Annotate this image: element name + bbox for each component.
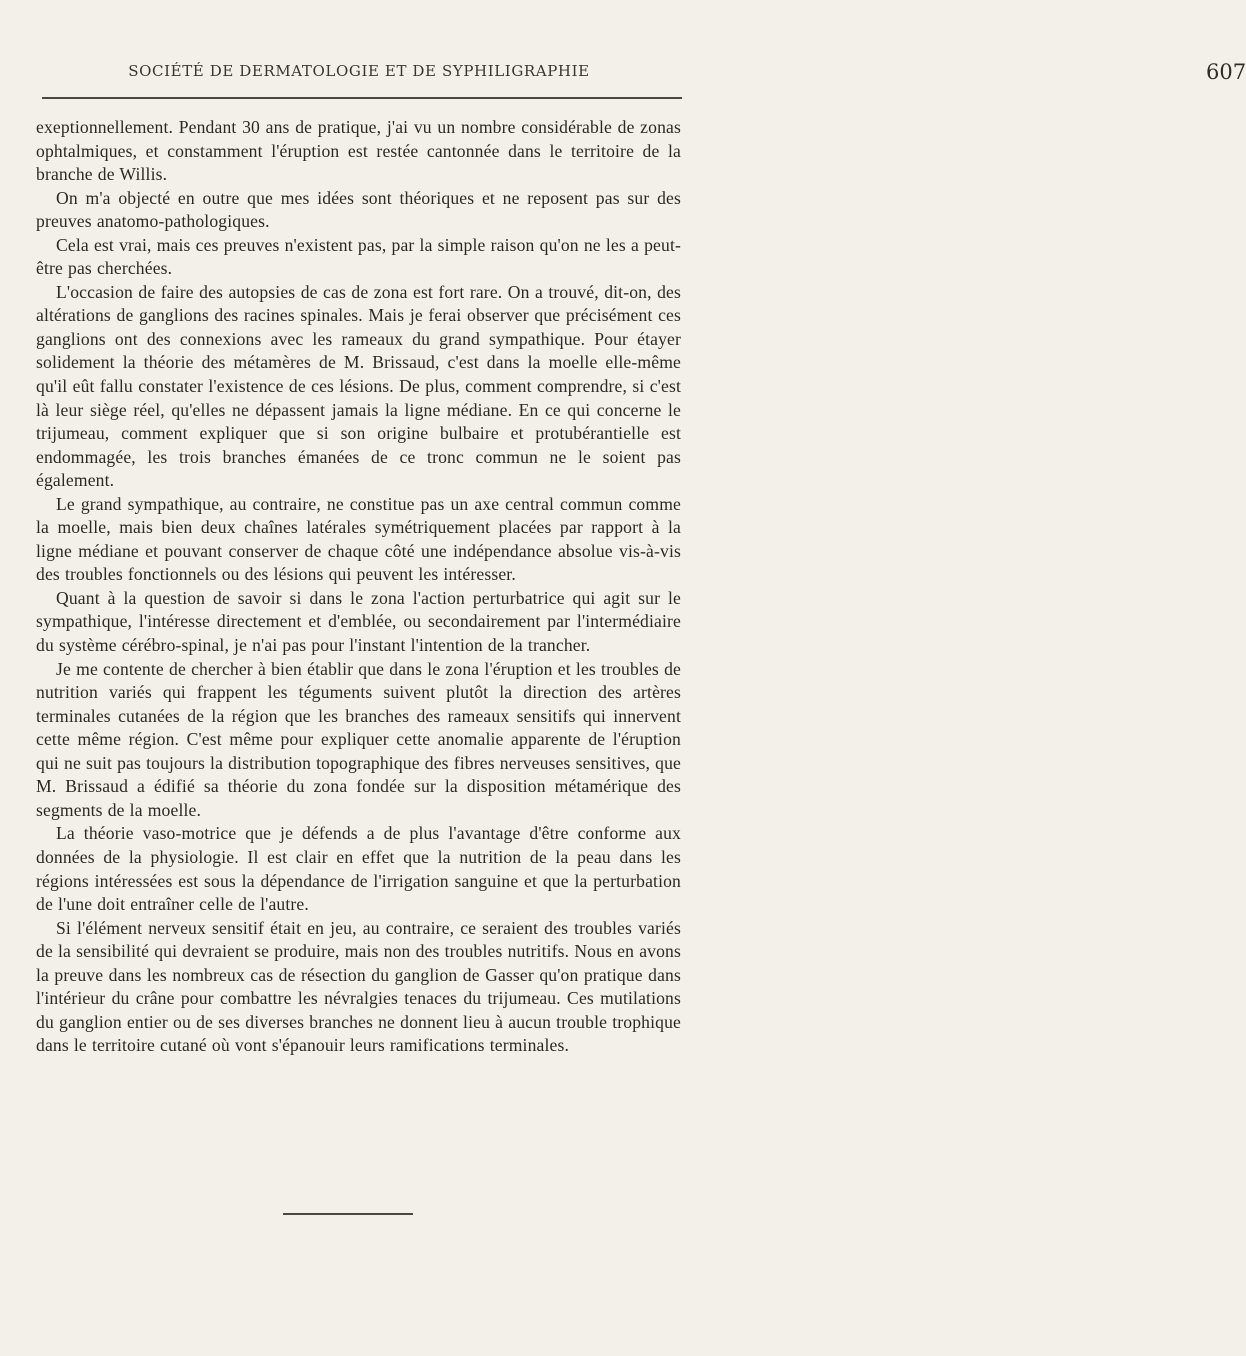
paragraph: Je me contente de chercher à bien établir que dans le zona l'éruption et les troubles de nutrition variés qui frappent les téguments suivent plutôt la direction des artères terminales cutanées de la région que les branches des rameaux sensitifs qui innervent cette même région. C'est même pour expliquer cette anomalie apparente de l'éruption qui ne suit pas toujours la distribution topographique des fibres nerveuses sensitives, que M. Brissaud a édifié sa théorie du zona fondée sur la disposition métamérique des segments de la moelle.	[36, 658, 681, 820]
paragraph: L'occasion de faire des autopsies de cas de zona est fort rare. On a trouvé, dit-on, des altérations de ganglions des racines spinales. Mais je ferai observer que précisément ces ganglions ont des connexions avec les rameaux du grand sympathique. Pour étayer solidement la théorie des métamères de M. Brissaud, c'est dans la moelle elle-même qu'il eût fallu constater l'existence de ces lésions. De plus, comment comprendre, si c'est là leur siège réel, qu'elles ne dépassent jamais la ligne médiane. En ce qui concerne le trijumeau, comment expliquer que si son origine bulbaire et protubérantielle est endommagée, les trois branches émanées de ce tronc commun ne le soient pas également.	[36, 281, 681, 491]
paragraph: Quant à la question de savoir si dans le zona l'action perturbatrice qui agit sur le sympathique, l'intéresse directement et d'emblée, ou secondairement par l'intermédiaire du système cérébro-spinal, je n'ai pas pour l'instant l'intention de la trancher.	[36, 587, 681, 656]
paragraph: Cela est vrai, mais ces preuves n'existent pas, par la simple raison qu'on ne les a peut-être pas cherchées.	[36, 234, 681, 279]
paragraph: Si l'élément nerveux sensitif était en jeu, au contraire, ce seraient des troubles variés de la sensibilité qui devraient se produire, mais non des troubles nutritifs. Nous en avons la preuve dans les nombreux cas de résection du ganglion de Gasser qu'on pratique dans l'intérieur du crâne pour combattre les névralgies tenaces du trijumeau. Ces mutilations du ganglion entier ou de ses diverses branches ne donnent lieu à aucun trouble trophique dans le territoire cutané où vont s'épanouir leurs ramifications terminales.	[36, 917, 681, 1056]
paragraph: exeptionnellement. Pendant 30 ans de pratique, j'ai vu un nombre considérable de zonas ophtalmiques, et constamment l'éruption est restée cantonnée dans le territoire de la branche de Willis.	[36, 117, 681, 185]
paragraph: Le grand sympathique, au contraire, ne constitue pas un axe central commun comme la moelle, mais bien deux chaînes latérales symétriquement placées par rapport à la ligne médiane et pouvant conserver de chaque côté une indépendance absolue vis-à-vis des troubles fonctionnels ou des lésions qui peuvent les intéresser.	[36, 493, 681, 585]
header-rule	[42, 97, 682, 99]
running-title: SOCIÉTÉ DE DERMATOLOGIE ET DE SYPHILIGRAPHIE	[128, 62, 590, 80]
body-text	[36, 116, 681, 1058]
paragraph: On m'a objecté en outre que mes idées sont théoriques et ne reposent pas sur des preuves anatomo-pathologiques.	[36, 187, 681, 232]
page-number: 607	[1206, 60, 1246, 84]
end-rule	[283, 1213, 413, 1215]
paragraph: La théorie vaso-motrice que je défends a de plus l'avantage d'être conforme aux données de la physiologie. Il est clair en effet que la nutrition de la peau dans les régions intéressées est sous la dépendance de l'irrigation sanguine et que la perturbation de l'une doit entraîner celle de l'autre.	[36, 823, 681, 915]
